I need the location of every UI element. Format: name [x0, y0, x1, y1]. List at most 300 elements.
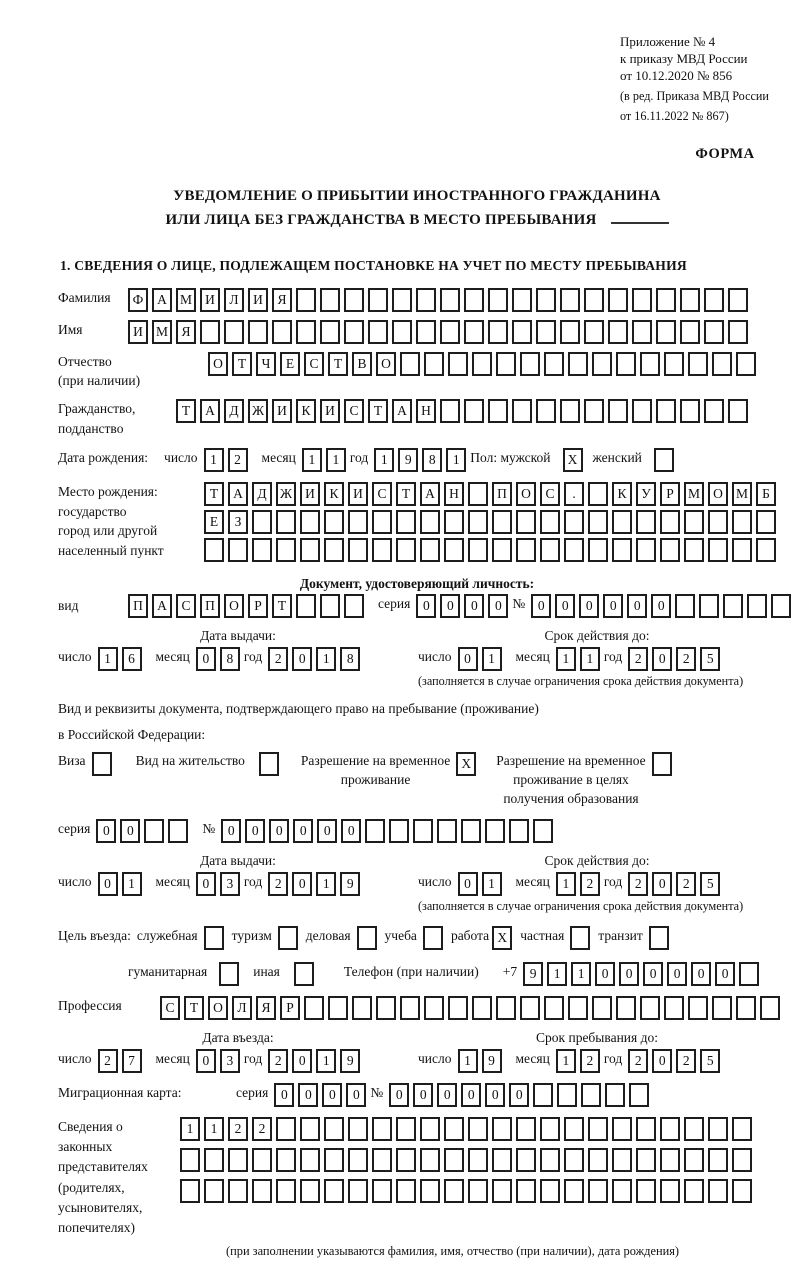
form-cell[interactable]: С: [160, 996, 180, 1020]
form-cell[interactable]: И: [128, 320, 148, 344]
form-cell[interactable]: 2: [252, 1117, 272, 1141]
form-cell[interactable]: [400, 352, 420, 376]
form-cell[interactable]: [468, 482, 488, 506]
form-cell[interactable]: 1: [316, 1049, 336, 1073]
form-cell[interactable]: 0: [464, 594, 484, 618]
form-cell[interactable]: [684, 1117, 704, 1141]
form-cell[interactable]: Н: [416, 399, 436, 423]
form-cell[interactable]: [640, 996, 660, 1020]
form-cell[interactable]: [660, 1148, 680, 1172]
form-cell[interactable]: [533, 1083, 553, 1107]
form-cell[interactable]: [632, 399, 652, 423]
temp-residence-edu-checkbox[interactable]: [652, 752, 672, 776]
form-cell[interactable]: 0: [627, 594, 647, 618]
form-cell[interactable]: 2: [628, 1049, 648, 1073]
form-cell[interactable]: [424, 352, 444, 376]
form-cell[interactable]: [660, 1179, 680, 1203]
form-cell[interactable]: [664, 996, 684, 1020]
form-cell[interactable]: 5: [700, 647, 720, 671]
form-cell[interactable]: [492, 1179, 512, 1203]
form-cell[interactable]: [204, 1179, 224, 1203]
form-cell[interactable]: [588, 482, 608, 506]
form-cell[interactable]: 0: [196, 872, 216, 896]
purpose-checkbox[interactable]: [204, 926, 224, 950]
form-cell[interactable]: 1: [556, 1049, 576, 1073]
form-cell[interactable]: Р: [660, 482, 680, 506]
form-cell[interactable]: [440, 320, 460, 344]
form-cell[interactable]: 5: [700, 872, 720, 896]
form-cell[interactable]: 0: [458, 872, 478, 896]
form-cell[interactable]: И: [348, 482, 368, 506]
form-cell[interactable]: 1: [556, 647, 576, 671]
form-cell[interactable]: [699, 594, 719, 618]
form-cell[interactable]: 3: [220, 872, 240, 896]
form-cell[interactable]: [368, 288, 388, 312]
form-cell[interactable]: [732, 538, 752, 562]
form-cell[interactable]: [252, 510, 272, 534]
form-cell[interactable]: 2: [676, 872, 696, 896]
form-cell[interactable]: [512, 399, 532, 423]
form-cell[interactable]: [420, 1179, 440, 1203]
form-cell[interactable]: 2: [228, 448, 248, 472]
form-cell[interactable]: [228, 1148, 248, 1172]
form-cell[interactable]: З: [228, 510, 248, 534]
purpose-checkbox[interactable]: X: [492, 926, 512, 950]
form-cell[interactable]: [732, 1179, 752, 1203]
form-cell[interactable]: П: [128, 594, 148, 618]
form-cell[interactable]: [396, 510, 416, 534]
form-cell[interactable]: [228, 538, 248, 562]
form-cell[interactable]: [324, 538, 344, 562]
form-cell[interactable]: [352, 996, 372, 1020]
form-cell[interactable]: [324, 510, 344, 534]
form-cell[interactable]: [392, 320, 412, 344]
form-cell[interactable]: [492, 510, 512, 534]
form-cell[interactable]: [396, 1117, 416, 1141]
form-cell[interactable]: [704, 320, 724, 344]
form-cell[interactable]: [560, 399, 580, 423]
form-cell[interactable]: [708, 1148, 728, 1172]
form-cell[interactable]: О: [516, 482, 536, 506]
form-cell[interactable]: 1: [580, 647, 600, 671]
form-cell[interactable]: 1: [316, 647, 336, 671]
form-cell[interactable]: [300, 1179, 320, 1203]
form-cell[interactable]: [544, 996, 564, 1020]
form-cell[interactable]: [300, 1148, 320, 1172]
form-cell[interactable]: [728, 399, 748, 423]
form-cell[interactable]: [464, 399, 484, 423]
form-cell[interactable]: Т: [184, 996, 204, 1020]
form-cell[interactable]: [636, 538, 656, 562]
form-cell[interactable]: [656, 320, 676, 344]
form-cell[interactable]: 0: [485, 1083, 505, 1107]
form-cell[interactable]: [560, 288, 580, 312]
form-cell[interactable]: [204, 538, 224, 562]
form-cell[interactable]: 2: [676, 647, 696, 671]
form-cell[interactable]: [468, 1179, 488, 1203]
form-cell[interactable]: [605, 1083, 625, 1107]
form-cell[interactable]: [276, 1117, 296, 1141]
form-cell[interactable]: [444, 538, 464, 562]
form-cell[interactable]: [588, 538, 608, 562]
form-cell[interactable]: [636, 510, 656, 534]
form-cell[interactable]: 9: [482, 1049, 502, 1073]
form-cell[interactable]: [320, 320, 340, 344]
form-cell[interactable]: [584, 399, 604, 423]
form-cell[interactable]: [492, 1148, 512, 1172]
form-cell[interactable]: Т: [232, 352, 252, 376]
form-cell[interactable]: 0: [389, 1083, 409, 1107]
form-cell[interactable]: 7: [122, 1049, 142, 1073]
form-cell[interactable]: 1: [482, 647, 502, 671]
form-cell[interactable]: М: [176, 288, 196, 312]
form-cell[interactable]: [756, 510, 776, 534]
form-cell[interactable]: 9: [340, 1049, 360, 1073]
form-cell[interactable]: 1: [571, 962, 591, 986]
form-cell[interactable]: [664, 352, 684, 376]
form-cell[interactable]: 0: [298, 1083, 318, 1107]
purpose-checkbox[interactable]: [278, 926, 298, 950]
form-cell[interactable]: Д: [252, 482, 272, 506]
form-cell[interactable]: Я: [256, 996, 276, 1020]
form-cell[interactable]: Р: [280, 996, 300, 1020]
form-cell[interactable]: 2: [268, 872, 288, 896]
form-cell[interactable]: [372, 1179, 392, 1203]
form-cell[interactable]: [324, 1117, 344, 1141]
form-cell[interactable]: [344, 594, 364, 618]
form-cell[interactable]: 0: [652, 872, 672, 896]
form-cell[interactable]: [392, 288, 412, 312]
form-cell[interactable]: С: [176, 594, 196, 618]
form-cell[interactable]: [747, 594, 767, 618]
purpose-checkbox[interactable]: [570, 926, 590, 950]
form-cell[interactable]: [564, 510, 584, 534]
gender-female-checkbox[interactable]: [654, 448, 674, 472]
purpose-checkbox[interactable]: [219, 962, 239, 986]
form-cell[interactable]: [344, 288, 364, 312]
form-cell[interactable]: [416, 320, 436, 344]
purpose-checkbox[interactable]: [294, 962, 314, 986]
gender-male-checkbox[interactable]: X: [563, 448, 583, 472]
form-cell[interactable]: [736, 352, 756, 376]
form-cell[interactable]: [276, 538, 296, 562]
form-cell[interactable]: 1: [302, 448, 322, 472]
form-cell[interactable]: [584, 288, 604, 312]
form-cell[interactable]: [660, 510, 680, 534]
form-cell[interactable]: [533, 819, 553, 843]
form-cell[interactable]: [296, 288, 316, 312]
form-cell[interactable]: 2: [628, 872, 648, 896]
form-cell[interactable]: 6: [122, 647, 142, 671]
form-cell[interactable]: Р: [248, 594, 268, 618]
form-cell[interactable]: [560, 320, 580, 344]
form-cell[interactable]: [520, 352, 540, 376]
form-cell[interactable]: [472, 996, 492, 1020]
form-cell[interactable]: [612, 1117, 632, 1141]
form-cell[interactable]: Ж: [248, 399, 268, 423]
form-cell[interactable]: [440, 288, 460, 312]
form-cell[interactable]: 5: [700, 1049, 720, 1073]
form-cell[interactable]: 0: [437, 1083, 457, 1107]
form-cell[interactable]: Т: [272, 594, 292, 618]
form-cell[interactable]: [680, 399, 700, 423]
form-cell[interactable]: 0: [274, 1083, 294, 1107]
form-cell[interactable]: И: [300, 482, 320, 506]
form-cell[interactable]: М: [152, 320, 172, 344]
form-cell[interactable]: Ф: [128, 288, 148, 312]
form-cell[interactable]: [584, 320, 604, 344]
form-cell[interactable]: [612, 538, 632, 562]
form-cell[interactable]: Т: [204, 482, 224, 506]
form-cell[interactable]: 2: [98, 1049, 118, 1073]
form-cell[interactable]: 0: [221, 819, 241, 843]
form-cell[interactable]: [444, 1179, 464, 1203]
form-cell[interactable]: [228, 1179, 248, 1203]
form-cell[interactable]: [348, 538, 368, 562]
form-cell[interactable]: [344, 320, 364, 344]
form-cell[interactable]: [324, 1179, 344, 1203]
form-cell[interactable]: 0: [292, 1049, 312, 1073]
form-cell[interactable]: [536, 320, 556, 344]
form-cell[interactable]: 1: [458, 1049, 478, 1073]
form-cell[interactable]: [300, 538, 320, 562]
form-cell[interactable]: [608, 399, 628, 423]
form-cell[interactable]: [536, 288, 556, 312]
form-cell[interactable]: [564, 538, 584, 562]
form-cell[interactable]: [328, 996, 348, 1020]
form-cell[interactable]: 0: [603, 594, 623, 618]
form-cell[interactable]: [568, 996, 588, 1020]
form-cell[interactable]: 2: [676, 1049, 696, 1073]
form-cell[interactable]: 0: [715, 962, 735, 986]
form-cell[interactable]: [688, 996, 708, 1020]
form-cell[interactable]: 0: [413, 1083, 433, 1107]
form-cell[interactable]: [485, 819, 505, 843]
form-cell[interactable]: [588, 1117, 608, 1141]
form-cell[interactable]: [400, 996, 420, 1020]
form-cell[interactable]: [276, 510, 296, 534]
form-cell[interactable]: [320, 594, 340, 618]
form-cell[interactable]: [448, 352, 468, 376]
form-cell[interactable]: 1: [326, 448, 346, 472]
form-cell[interactable]: [708, 1179, 728, 1203]
form-cell[interactable]: 1: [180, 1117, 200, 1141]
form-cell[interactable]: [540, 1117, 560, 1141]
form-cell[interactable]: О: [376, 352, 396, 376]
form-cell[interactable]: И: [200, 288, 220, 312]
form-cell[interactable]: [420, 1148, 440, 1172]
purpose-checkbox[interactable]: [649, 926, 669, 950]
form-cell[interactable]: [616, 996, 636, 1020]
form-cell[interactable]: Я: [272, 288, 292, 312]
form-cell[interactable]: [488, 320, 508, 344]
form-cell[interactable]: [612, 1148, 632, 1172]
form-cell[interactable]: [320, 288, 340, 312]
form-cell[interactable]: А: [152, 594, 172, 618]
form-cell[interactable]: [468, 1148, 488, 1172]
form-cell[interactable]: А: [200, 399, 220, 423]
form-cell[interactable]: 0: [292, 647, 312, 671]
form-cell[interactable]: [413, 819, 433, 843]
form-cell[interactable]: О: [224, 594, 244, 618]
form-cell[interactable]: [488, 399, 508, 423]
form-cell[interactable]: [704, 399, 724, 423]
form-cell[interactable]: [248, 320, 268, 344]
purpose-checkbox[interactable]: [357, 926, 377, 950]
form-cell[interactable]: Л: [224, 288, 244, 312]
form-cell[interactable]: [348, 1179, 368, 1203]
form-cell[interactable]: [252, 538, 272, 562]
form-cell[interactable]: [540, 1179, 560, 1203]
form-cell[interactable]: [564, 1148, 584, 1172]
form-cell[interactable]: [616, 352, 636, 376]
form-cell[interactable]: [300, 1117, 320, 1141]
form-cell[interactable]: [348, 1117, 368, 1141]
form-cell[interactable]: И: [272, 399, 292, 423]
form-cell[interactable]: 0: [322, 1083, 342, 1107]
form-cell[interactable]: 0: [555, 594, 575, 618]
form-cell[interactable]: [224, 320, 244, 344]
form-cell[interactable]: 0: [652, 647, 672, 671]
form-cell[interactable]: [612, 1179, 632, 1203]
form-cell[interactable]: 0: [341, 819, 361, 843]
form-cell[interactable]: [376, 996, 396, 1020]
form-cell[interactable]: [144, 819, 164, 843]
form-cell[interactable]: [581, 1083, 601, 1107]
form-cell[interactable]: С: [372, 482, 392, 506]
form-cell[interactable]: [492, 538, 512, 562]
form-cell[interactable]: С: [540, 482, 560, 506]
form-cell[interactable]: [592, 996, 612, 1020]
form-cell[interactable]: [564, 1179, 584, 1203]
form-cell[interactable]: И: [248, 288, 268, 312]
form-cell[interactable]: [472, 352, 492, 376]
form-cell[interactable]: [516, 510, 536, 534]
form-cell[interactable]: 1: [316, 872, 336, 896]
form-cell[interactable]: 2: [228, 1117, 248, 1141]
form-cell[interactable]: [372, 510, 392, 534]
form-cell[interactable]: 0: [292, 872, 312, 896]
form-cell[interactable]: А: [228, 482, 248, 506]
form-cell[interactable]: [557, 1083, 577, 1107]
form-cell[interactable]: Н: [444, 482, 464, 506]
form-cell[interactable]: [656, 399, 676, 423]
form-cell[interactable]: 0: [579, 594, 599, 618]
form-cell[interactable]: [732, 1148, 752, 1172]
form-cell[interactable]: [372, 538, 392, 562]
form-cell[interactable]: 0: [440, 594, 460, 618]
form-cell[interactable]: [656, 288, 676, 312]
form-cell[interactable]: [204, 1148, 224, 1172]
form-cell[interactable]: 0: [461, 1083, 481, 1107]
form-cell[interactable]: 2: [628, 647, 648, 671]
form-cell[interactable]: [396, 1148, 416, 1172]
form-cell[interactable]: [252, 1148, 272, 1172]
form-cell[interactable]: У: [636, 482, 656, 506]
form-cell[interactable]: 0: [652, 1049, 672, 1073]
form-cell[interactable]: 0: [619, 962, 639, 986]
form-cell[interactable]: [416, 288, 436, 312]
form-cell[interactable]: [632, 288, 652, 312]
form-cell[interactable]: [464, 320, 484, 344]
form-cell[interactable]: 0: [667, 962, 687, 986]
form-cell[interactable]: [368, 320, 388, 344]
form-cell[interactable]: [712, 352, 732, 376]
form-cell[interactable]: [420, 538, 440, 562]
form-cell[interactable]: Т: [368, 399, 388, 423]
form-cell[interactable]: 8: [220, 647, 240, 671]
form-cell[interactable]: [200, 320, 220, 344]
form-cell[interactable]: 0: [317, 819, 337, 843]
form-cell[interactable]: [420, 1117, 440, 1141]
form-cell[interactable]: [708, 1117, 728, 1141]
form-cell[interactable]: [372, 1148, 392, 1172]
form-cell[interactable]: [660, 1117, 680, 1141]
form-cell[interactable]: 0: [293, 819, 313, 843]
form-cell[interactable]: [424, 996, 444, 1020]
form-cell[interactable]: [448, 996, 468, 1020]
form-cell[interactable]: [684, 510, 704, 534]
form-cell[interactable]: 0: [643, 962, 663, 986]
form-cell[interactable]: [492, 1117, 512, 1141]
form-cell[interactable]: 0: [416, 594, 436, 618]
form-cell[interactable]: [348, 1148, 368, 1172]
form-cell[interactable]: 1: [204, 448, 224, 472]
form-cell[interactable]: [588, 1179, 608, 1203]
form-cell[interactable]: [180, 1148, 200, 1172]
form-cell[interactable]: Ч: [256, 352, 276, 376]
form-cell[interactable]: Д: [224, 399, 244, 423]
form-cell[interactable]: [636, 1148, 656, 1172]
form-cell[interactable]: О: [208, 352, 228, 376]
form-cell[interactable]: М: [732, 482, 752, 506]
form-cell[interactable]: 9: [523, 962, 543, 986]
form-cell[interactable]: Т: [176, 399, 196, 423]
form-cell[interactable]: [440, 399, 460, 423]
form-cell[interactable]: [372, 1117, 392, 1141]
form-cell[interactable]: 8: [340, 647, 360, 671]
form-cell[interactable]: [389, 819, 409, 843]
form-cell[interactable]: [592, 352, 612, 376]
form-cell[interactable]: [608, 288, 628, 312]
form-cell[interactable]: [588, 1148, 608, 1172]
form-cell[interactable]: [728, 288, 748, 312]
form-cell[interactable]: [636, 1179, 656, 1203]
form-cell[interactable]: [723, 594, 743, 618]
form-cell[interactable]: К: [612, 482, 632, 506]
form-cell[interactable]: 0: [651, 594, 671, 618]
form-cell[interactable]: [512, 288, 532, 312]
form-cell[interactable]: 1: [556, 872, 576, 896]
form-cell[interactable]: [365, 819, 385, 843]
form-cell[interactable]: 0: [196, 1049, 216, 1073]
form-cell[interactable]: [588, 510, 608, 534]
form-cell[interactable]: О: [208, 996, 228, 1020]
form-cell[interactable]: И: [320, 399, 340, 423]
form-cell[interactable]: [540, 510, 560, 534]
form-cell[interactable]: [608, 320, 628, 344]
form-cell[interactable]: 0: [196, 647, 216, 671]
form-cell[interactable]: [348, 510, 368, 534]
form-cell[interactable]: [488, 288, 508, 312]
form-cell[interactable]: [688, 352, 708, 376]
form-cell[interactable]: [444, 1148, 464, 1172]
form-cell[interactable]: [520, 996, 540, 1020]
form-cell[interactable]: П: [200, 594, 220, 618]
form-cell[interactable]: [736, 996, 756, 1020]
form-cell[interactable]: [396, 1179, 416, 1203]
form-cell[interactable]: В: [352, 352, 372, 376]
